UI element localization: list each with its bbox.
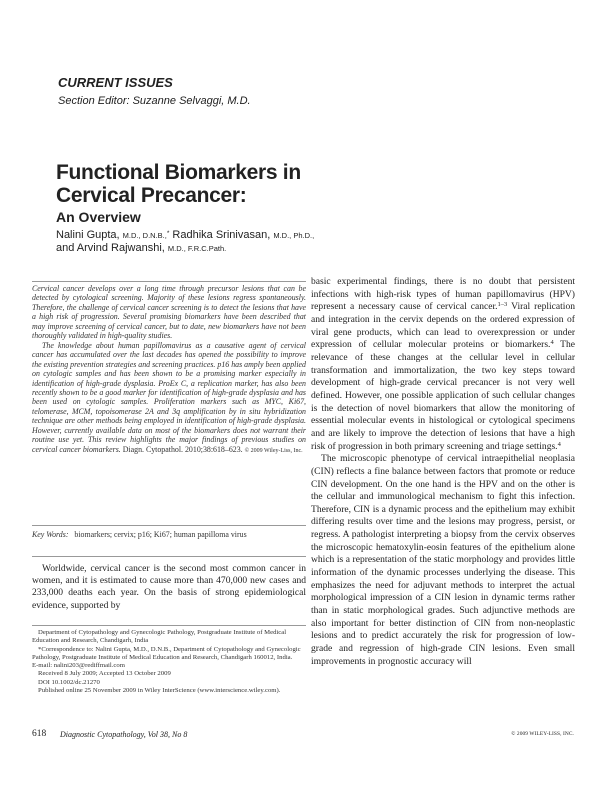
abstract-copyright: © 2009 Wiley-Liss, Inc. bbox=[244, 447, 303, 454]
footnote-affiliation: Department of Cytopathology and Gynecologic Pathology, Postgraduate Institute of Medical Education and Research, Chandigarh, India bbox=[32, 629, 287, 645]
reference-mark: 1–3 bbox=[497, 301, 508, 309]
author-name: and Arvind Rajwanshi, bbox=[56, 242, 165, 254]
footnote-doi: DOI 10.1002/dc.21270 bbox=[38, 678, 100, 686]
page-number: 618 bbox=[32, 729, 47, 739]
footnote-correspondence: *Correspondence to: Nalini Gupta, M.D., D.N.B., Department of Cytopathology and Gynecologic Pathology, Postgraduate Institute of Medical Education and Research, Chandigarh 160012, India. bbox=[32, 645, 301, 661]
keywords-text: biomarkers; cervix; p16; Ki67; human papilloma virus bbox=[74, 530, 247, 539]
author-list-line-2 bbox=[56, 242, 226, 255]
keywords-top-rule bbox=[32, 525, 306, 526]
abstract-citation: Diagn. Cytopathol. 2010;38:618–623. bbox=[122, 444, 243, 454]
running-title: Diagnostic Cytopathology, Vol 38, No 8 bbox=[60, 730, 188, 739]
author-degrees: M.D., D.N.B., bbox=[122, 231, 167, 240]
author-list-line-1 bbox=[56, 229, 314, 242]
body-text: Viral replication and integration in the cervix depends on the ordered expression of viral gene products, which can lead to overexpression or under expression of cellular molecular proteins or biomarkers. bbox=[311, 301, 575, 351]
footnote-published: Published online 25 November 2009 in Wiley InterScience (www.interscience.wiley.com). bbox=[38, 687, 281, 695]
keywords-bottom-rule bbox=[32, 556, 306, 557]
author-name: Radhika Srinivasan, bbox=[172, 229, 271, 241]
footnote-rule bbox=[32, 625, 306, 626]
abstract-top-rule bbox=[32, 281, 306, 282]
reference-mark: 4 bbox=[557, 440, 561, 448]
article-subtitle: An Overview bbox=[56, 209, 141, 225]
footnote-received: Received 8 July 2009; Accepted 13 October 2009 bbox=[38, 670, 171, 678]
author-degrees: M.D., F.R.C.Path. bbox=[167, 244, 227, 253]
keywords bbox=[32, 530, 306, 540]
footnotes bbox=[32, 629, 306, 695]
body-paragraph: The microscopic phenotype of cervical intraepithelial neoplasia (CIN) reflects a fine balance between factors that promote or reduce CIN development. On the one hand is the HPV and on the other is the cellular and immunological mechanism to fight this infection. Therefore, CIN is a dynamic process and the epithelium may exhibit differing results over time and the lesions may progress, persist, or regress. A pathologist interpreting a biopsy from the cervix observes the microscopic hematoxylin-eosin features of the epithelium alone which is a representation of the static morphology and provides little information of the dynamic processes underlying the disease. This emphasizes the need for adjuvant methods to interpret the actual morphological impression of a CIN lesion in dynamic terms rather than in static morphological grades. Such adjunctive methods are also important for better distinction of CIN from non-neoplastic lesions and to predict accurately the risk for progression of low-grade and regression of high-grade CIN lesions. Even small improvements in prognostic accuracy will bbox=[311, 453, 575, 667]
abstract-paragraph: Cervical cancer develops over a long time through precursor lesions that can be detected by cytological screening. Majority of these lesions regress spontaneously. Therefore, the challenge of cervical cancer screening is to detect the lesions that have a high risk of progression. Several promising biomarkers have been described that may improve screening of cervical cancer, but to date, new biomarkers have not been thoroughly validated in high-quality studies. bbox=[32, 284, 306, 341]
body-text: basic experimental findings, there is no doubt that persistent infections with high-risk types of human papillomavirus (HPV) represent a necessary cause of cervical cancer. bbox=[311, 276, 575, 313]
body-paragraph bbox=[311, 276, 575, 453]
author-degrees: M.D., Ph.D., bbox=[273, 231, 315, 240]
correspondence-mark: * bbox=[166, 230, 170, 237]
article-title-line-2: Cervical Precancer: bbox=[56, 184, 247, 207]
abstract-paragraph-text: The knowledge about human papillomavirus as a causative agent of cervical cancer has accumulated over the last decades has opened the possibility to improve the existing prevention strategies and screening practices. p16 has amply been applied on cytologic samples and has been shown to be a promising marker especially in identification of high-grade dysplasia. ProEx C, a replication marker, has also been recently shown to be a good marker for identification of high-grade dysplasia and has been used on cytologic samples. Proliferation markers such as MYC, Ki67, telomerase, MCM, topoisomerase 2A and 3q amplification by in situ hybridization technique are other methods being employed in identification of high-grade dysplasia. However, currently available data on most of the biomarkers does not warrant their routine use yet. This review highlights the major findings of previous studies on cervical cancer biomarkers. bbox=[32, 340, 306, 454]
abstract bbox=[32, 284, 306, 456]
article-title-line-1: Functional Biomarkers in bbox=[56, 161, 301, 184]
abstract-paragraph bbox=[32, 341, 306, 456]
body-text: The relevance of these changes at the cellular level in cellular transformation and immortalization, the two key steps toward development of high-grade cervical precancer is not very well defined. However, one possible application of such cellular changes is the detection of novel biomarkers that allow the monitoring of essential molecular events in histological or cytological specimens and are likely to improve the detection of lesions that have a high risk of progression in both primary screening and triage settings. bbox=[311, 339, 575, 452]
body-right-column bbox=[311, 276, 575, 668]
body-paragraph-intro: Worldwide, cervical cancer is the second most common cancer in women, and it is estimated to cause more than 470,000 new cases and 233,000 deaths each year. On the basis of strong epidemiological evidence, supported by bbox=[32, 563, 306, 611]
footnote-email: E-mail: nalini203@rediffmail.com bbox=[32, 662, 125, 670]
author-name: Nalini Gupta, bbox=[56, 229, 120, 241]
footer-copyright: © 2009 WILEY-LISS, INC. bbox=[511, 731, 574, 737]
keywords-label: Key Words: bbox=[32, 530, 69, 539]
section-editor: Section Editor: Suzanne Selvaggi, M.D. bbox=[58, 95, 251, 107]
reference-mark: 4 bbox=[550, 339, 554, 347]
section-heading: CURRENT ISSUES bbox=[58, 75, 173, 90]
